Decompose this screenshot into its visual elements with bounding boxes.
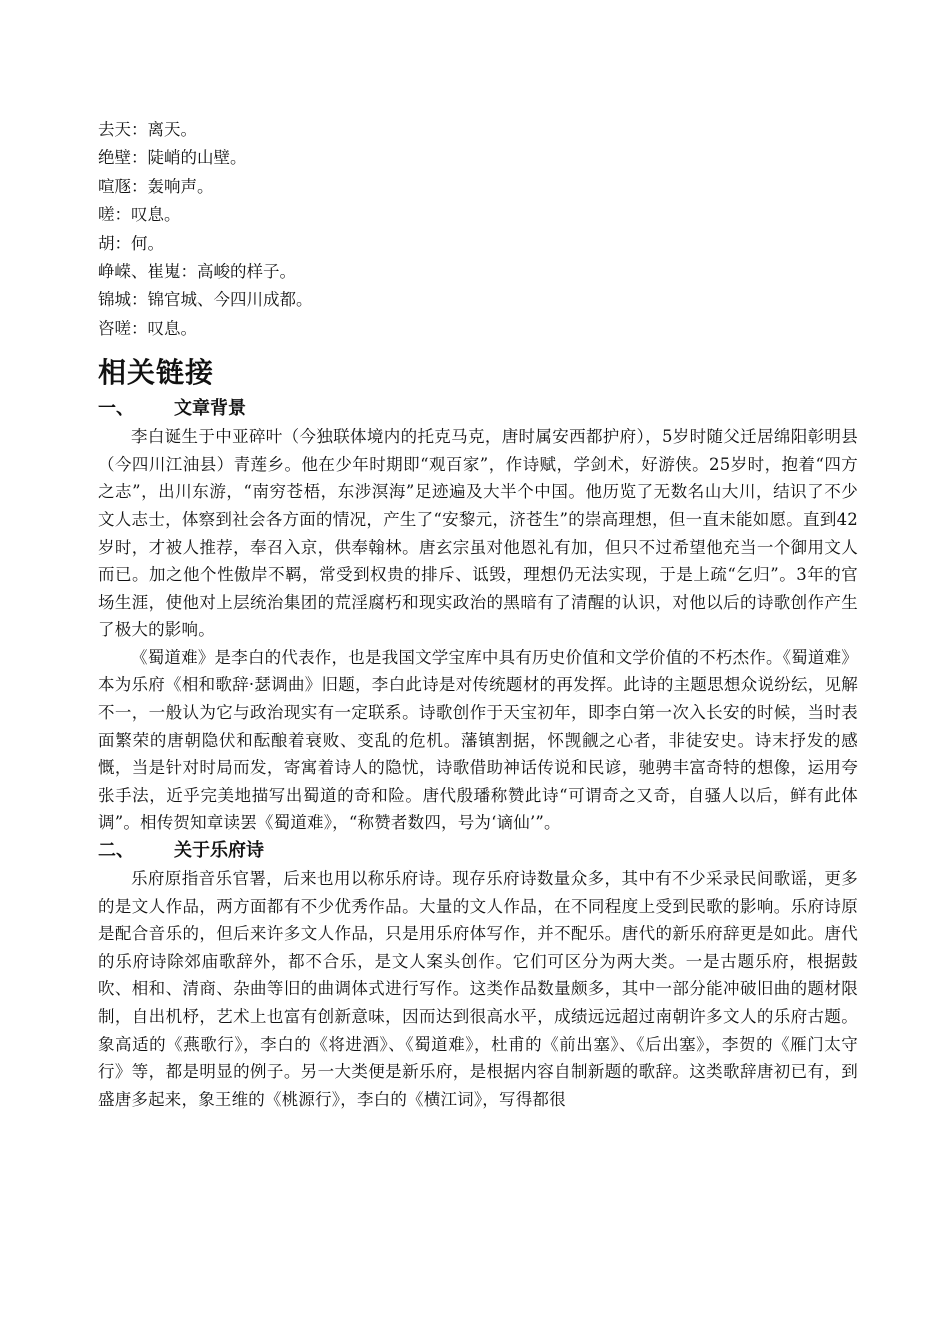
glossary-list (98, 116, 858, 343)
document-page (98, 116, 858, 1113)
glossary-item: 绝壁：陡峭的山壁。 (98, 148, 247, 168)
subsection-title: 文章背景 (174, 398, 246, 420)
paragraph: 《蜀道难》是李白的代表作，也是我国文学宝库中具有历史价值和文学价值的不朽杰作。《蜀道难》本为乐府《相和歌辞·瑟调曲》旧题，李白此诗是对传统题材的再发挥。此诗的主题思想众说纷纭，见解不一，一般认为它与政治现实有一定联系。诗歌创作于天宝初年，即李白第一次入长安的时候，当时表面繁荣的唐朝隐伏和酝酿着衰败、变乱的危机。藩镇割据，怀觊觎之心者，非徒安史。诗末抒发的感慨，当是针对时局而发，寄寓着诗人的隐忧，诗歌借助神话传说和民谚，驰骋丰富奇特的想像，运用夸张手法，近乎完美地描写出蜀道的奇和险。唐代殷璠称赞此诗“可谓奇之又奇，自骚人以后，鲜有此体调”。相传贺知章读罢《蜀道难》，“称赞者数四，号为‘谪仙’”。 (98, 647, 858, 833)
glossary-item: 锦城：锦官城、今四川成都。 (98, 290, 313, 310)
glossary-item: 去天：离天。 (98, 120, 197, 139)
subsection-heading (98, 837, 858, 865)
subsection-title: 关于乐府诗 (174, 840, 264, 862)
glossary-item: 喧豗：轰响声。 (98, 176, 214, 196)
paragraph: 李白诞生于中亚碎叶（今独联体境内的托克马克，唐时属安西都护府），5岁时随父迁居绵阳彰明县（今四川江油县）青莲乡。他在少年时期即“观百家”，作诗赋，学剑术，好游侠。25岁时，抱着“四方之志”，出川东游，“南穷苍梧，东涉溟海”足迹遍及大半个中国。他历览了无数名山大川，结识了不少文人志士，体察到社会各方面的情况，产生了“安黎元，济苍生”的崇高理想，但一直未能如愿。直到42岁时，才被人推荐，奉召入京，供奉翰林。唐玄宗虽对他恩礼有加，但只不过希望他充当一个御用文人而已。加之他个性傲岸不羁，常受到权贵的排斥、诋毁，理想仍无法实现，于是上疏“乞归”。3年的官场生涯，使他对上层统治集团的荒淫腐朽和现实政治的黑暗有了清醒的认识，对他以后的诗歌创作产生了极大的影响。 (98, 427, 858, 640)
section-yuefu (98, 837, 858, 1113)
glossary-item: 峥嵘、崔嵬：高峻的样子。 (98, 261, 296, 281)
paragraph: 乐府原指音乐官署，后来也用以称乐府诗。现存乐府诗数量众多，其中有不少采录民间歌谣，更多的是文人作品，两方面都有不少优秀作品。大量的文人作品，在不同程度上受到民歌的影响。乐府诗原是配合音乐的，但后来许多文人作品，只是用乐府体写作，并不配乐。唐代的新乐府辞更是如此。唐代的乐府诗除郊庙歌辞外，都不合乐，是文人案头创作。它们可区分为两大类。一是古题乐府，根据鼓吹、相和、清商、杂曲等旧的曲调体式进行写作。这类作品数量颇多，其中一部分能冲破旧曲的题材限制，自出机杼，艺术上也富有创新意味，因而达到很高水平，成绩远远超过南朝许多文人的乐府古题。象高适的《燕歌行》，李白的《将进酒》、《蜀道难》，杜甫的《前出塞》、《后出塞》，李贺的《雁门太守行》等，都是明显的例子。另一大类便是新乐府，是根据内容自制新题的歌辞。这类歌辞唐初已有，到盛唐多起来，象王维的《桃源行》，李白的《横江词》，写得都很 (98, 869, 858, 1109)
section-title: 相关链接 (98, 356, 215, 390)
glossary-item: 嗟：叹息。 (98, 205, 181, 225)
section-background (98, 395, 858, 837)
glossary-item: 咨嗟：叹息。 (98, 318, 197, 338)
subsection-number: 一、 (98, 398, 134, 420)
subsection-heading (98, 395, 858, 423)
subsection-number: 二、 (98, 840, 134, 862)
glossary-item: 胡：何。 (98, 233, 164, 253)
